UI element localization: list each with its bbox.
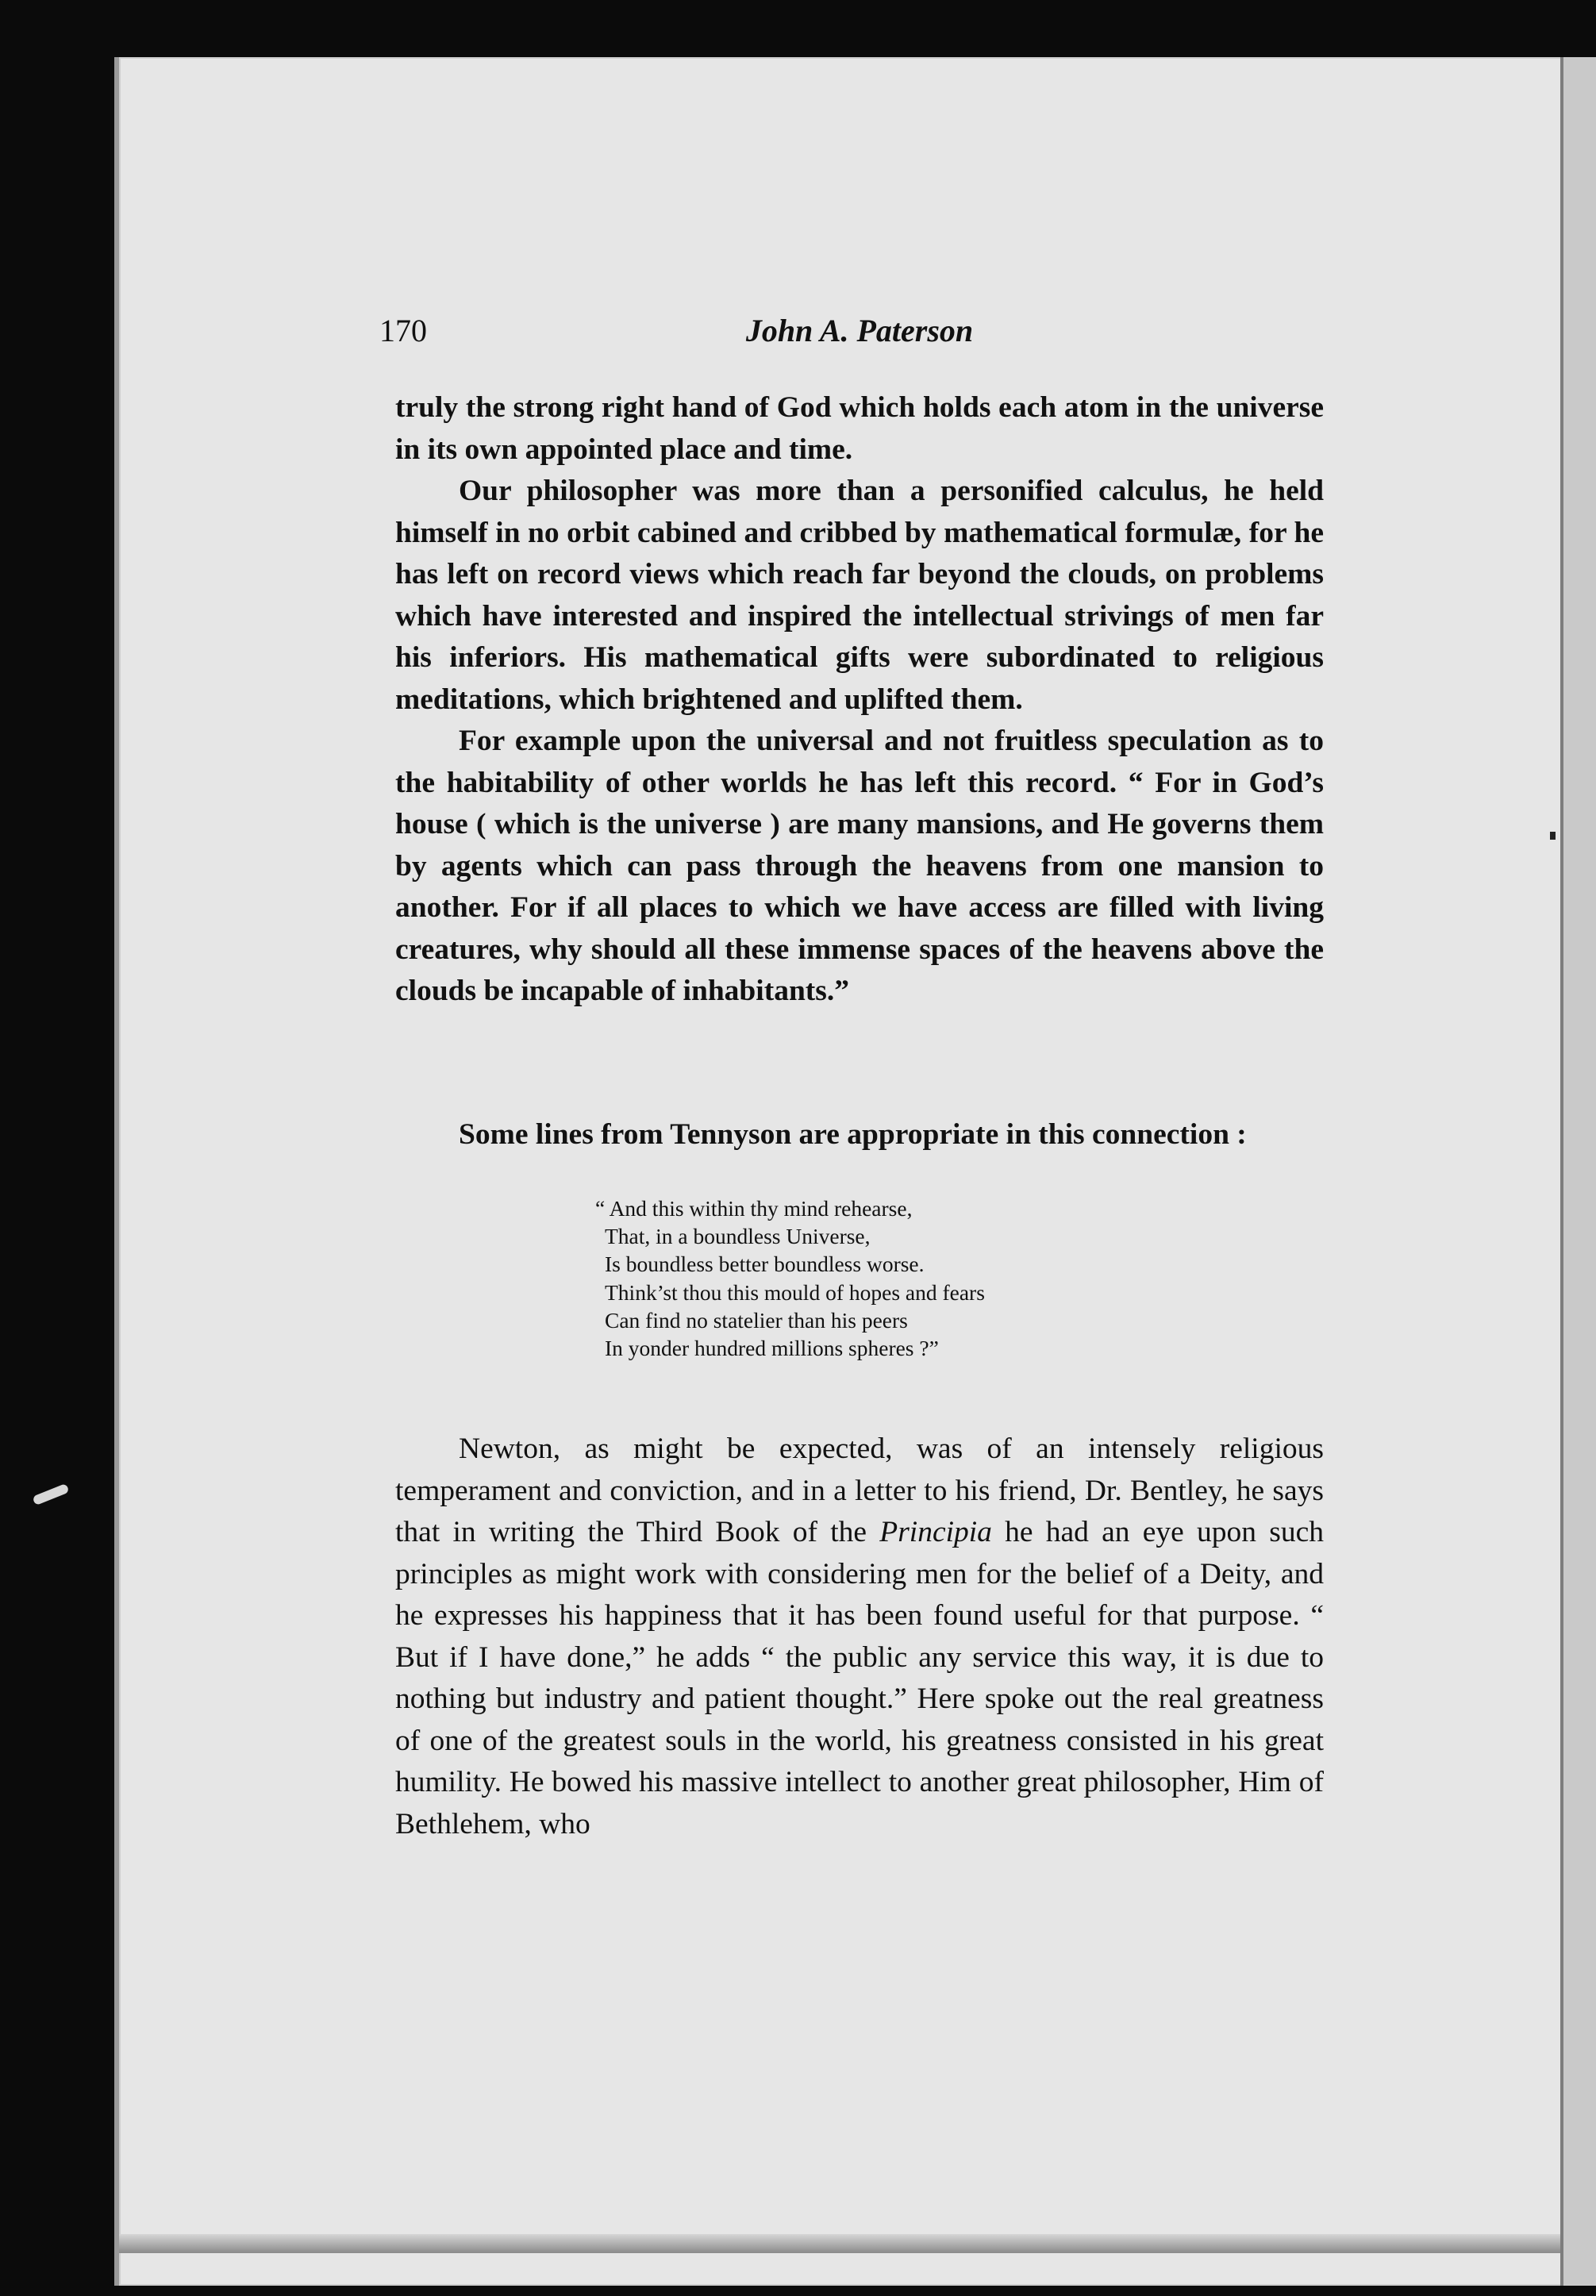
paragraph-text: Newton, as might be expected, was of an intensely religious temperament and conviction, and in a letter to his friend, Dr. Bentley, he says that in writing the Third Book of the [395, 1433, 1324, 1548]
book-title: Principia [879, 1516, 992, 1548]
page-header [379, 312, 1340, 360]
poem-line: Can find no statelier than his peers [605, 1307, 908, 1333]
paragraph-text: he had an eye upon such principles as might work with considering men for the belief of a Deity, and he expresses his happiness that it has been found useful for that purpose. “ But if I have done,” he adds “ the public any service this way, it is due to nothing but industry and patient thought.” Here spoke out the real greatness of one of the greatest souls in the world, his greatness consisted in his great humility. He bowed his massive intellect to another great philosopher, Him of Bethlehem, who [395, 1516, 1324, 1840]
body-text-intro [395, 1114, 1324, 1156]
page-edge [1560, 57, 1596, 2286]
page-number: 170 [379, 313, 427, 348]
paragraph: truly the strong right hand of God which holds each atom in the universe in its own appointed place and time. [395, 391, 1324, 466]
poem-line: “ And this within thy mind rehearse, [595, 1196, 913, 1221]
running-head: John A. Paterson [745, 313, 974, 348]
scan-dot [1550, 832, 1556, 840]
paragraph: Our philosopher was more than a personified calculus, he held himself in no orbit cabined and cribbed by mathematical formulæ, for he has left on record views which reach far beyond the clouds, on problems which have interested and inspired the intellectual strivings of men far his inferiors. His mathematical gifts were subordinated to religious meditations, which brightened and uplifted them. [395, 475, 1324, 716]
paragraph [395, 1429, 1324, 1845]
body-text-top [395, 387, 1324, 1013]
paragraph: Some lines from Tennyson are appropriate in this connection : [459, 1118, 1247, 1151]
paragraph: For example upon the universal and not fruitless speculation as to the habitability of other worlds he has left this record. “ For in God’s house ( which is the universe ) are many mansions, and He governs them by agents which can pass through the heavens from one mansion to another. For if all places to which we have access are filled with living creatures, why should all these immense spaces of the heavens above the clouds be incapable of inhabitants.” [395, 725, 1324, 1007]
poem-quote [595, 1194, 985, 1362]
poem-line: Is boundless better boundless worse. [605, 1252, 925, 1277]
scan-mark [32, 1483, 69, 1506]
poem-line: That, in a boundless Universe, [605, 1224, 871, 1249]
page-bottom-edge [119, 2234, 1560, 2253]
body-text-bottom [395, 1429, 1324, 1845]
poem-line: In yonder hundred millions spheres ?” [605, 1336, 939, 1361]
poem-line: Think’st thou this mould of hopes and fears [605, 1279, 985, 1305]
